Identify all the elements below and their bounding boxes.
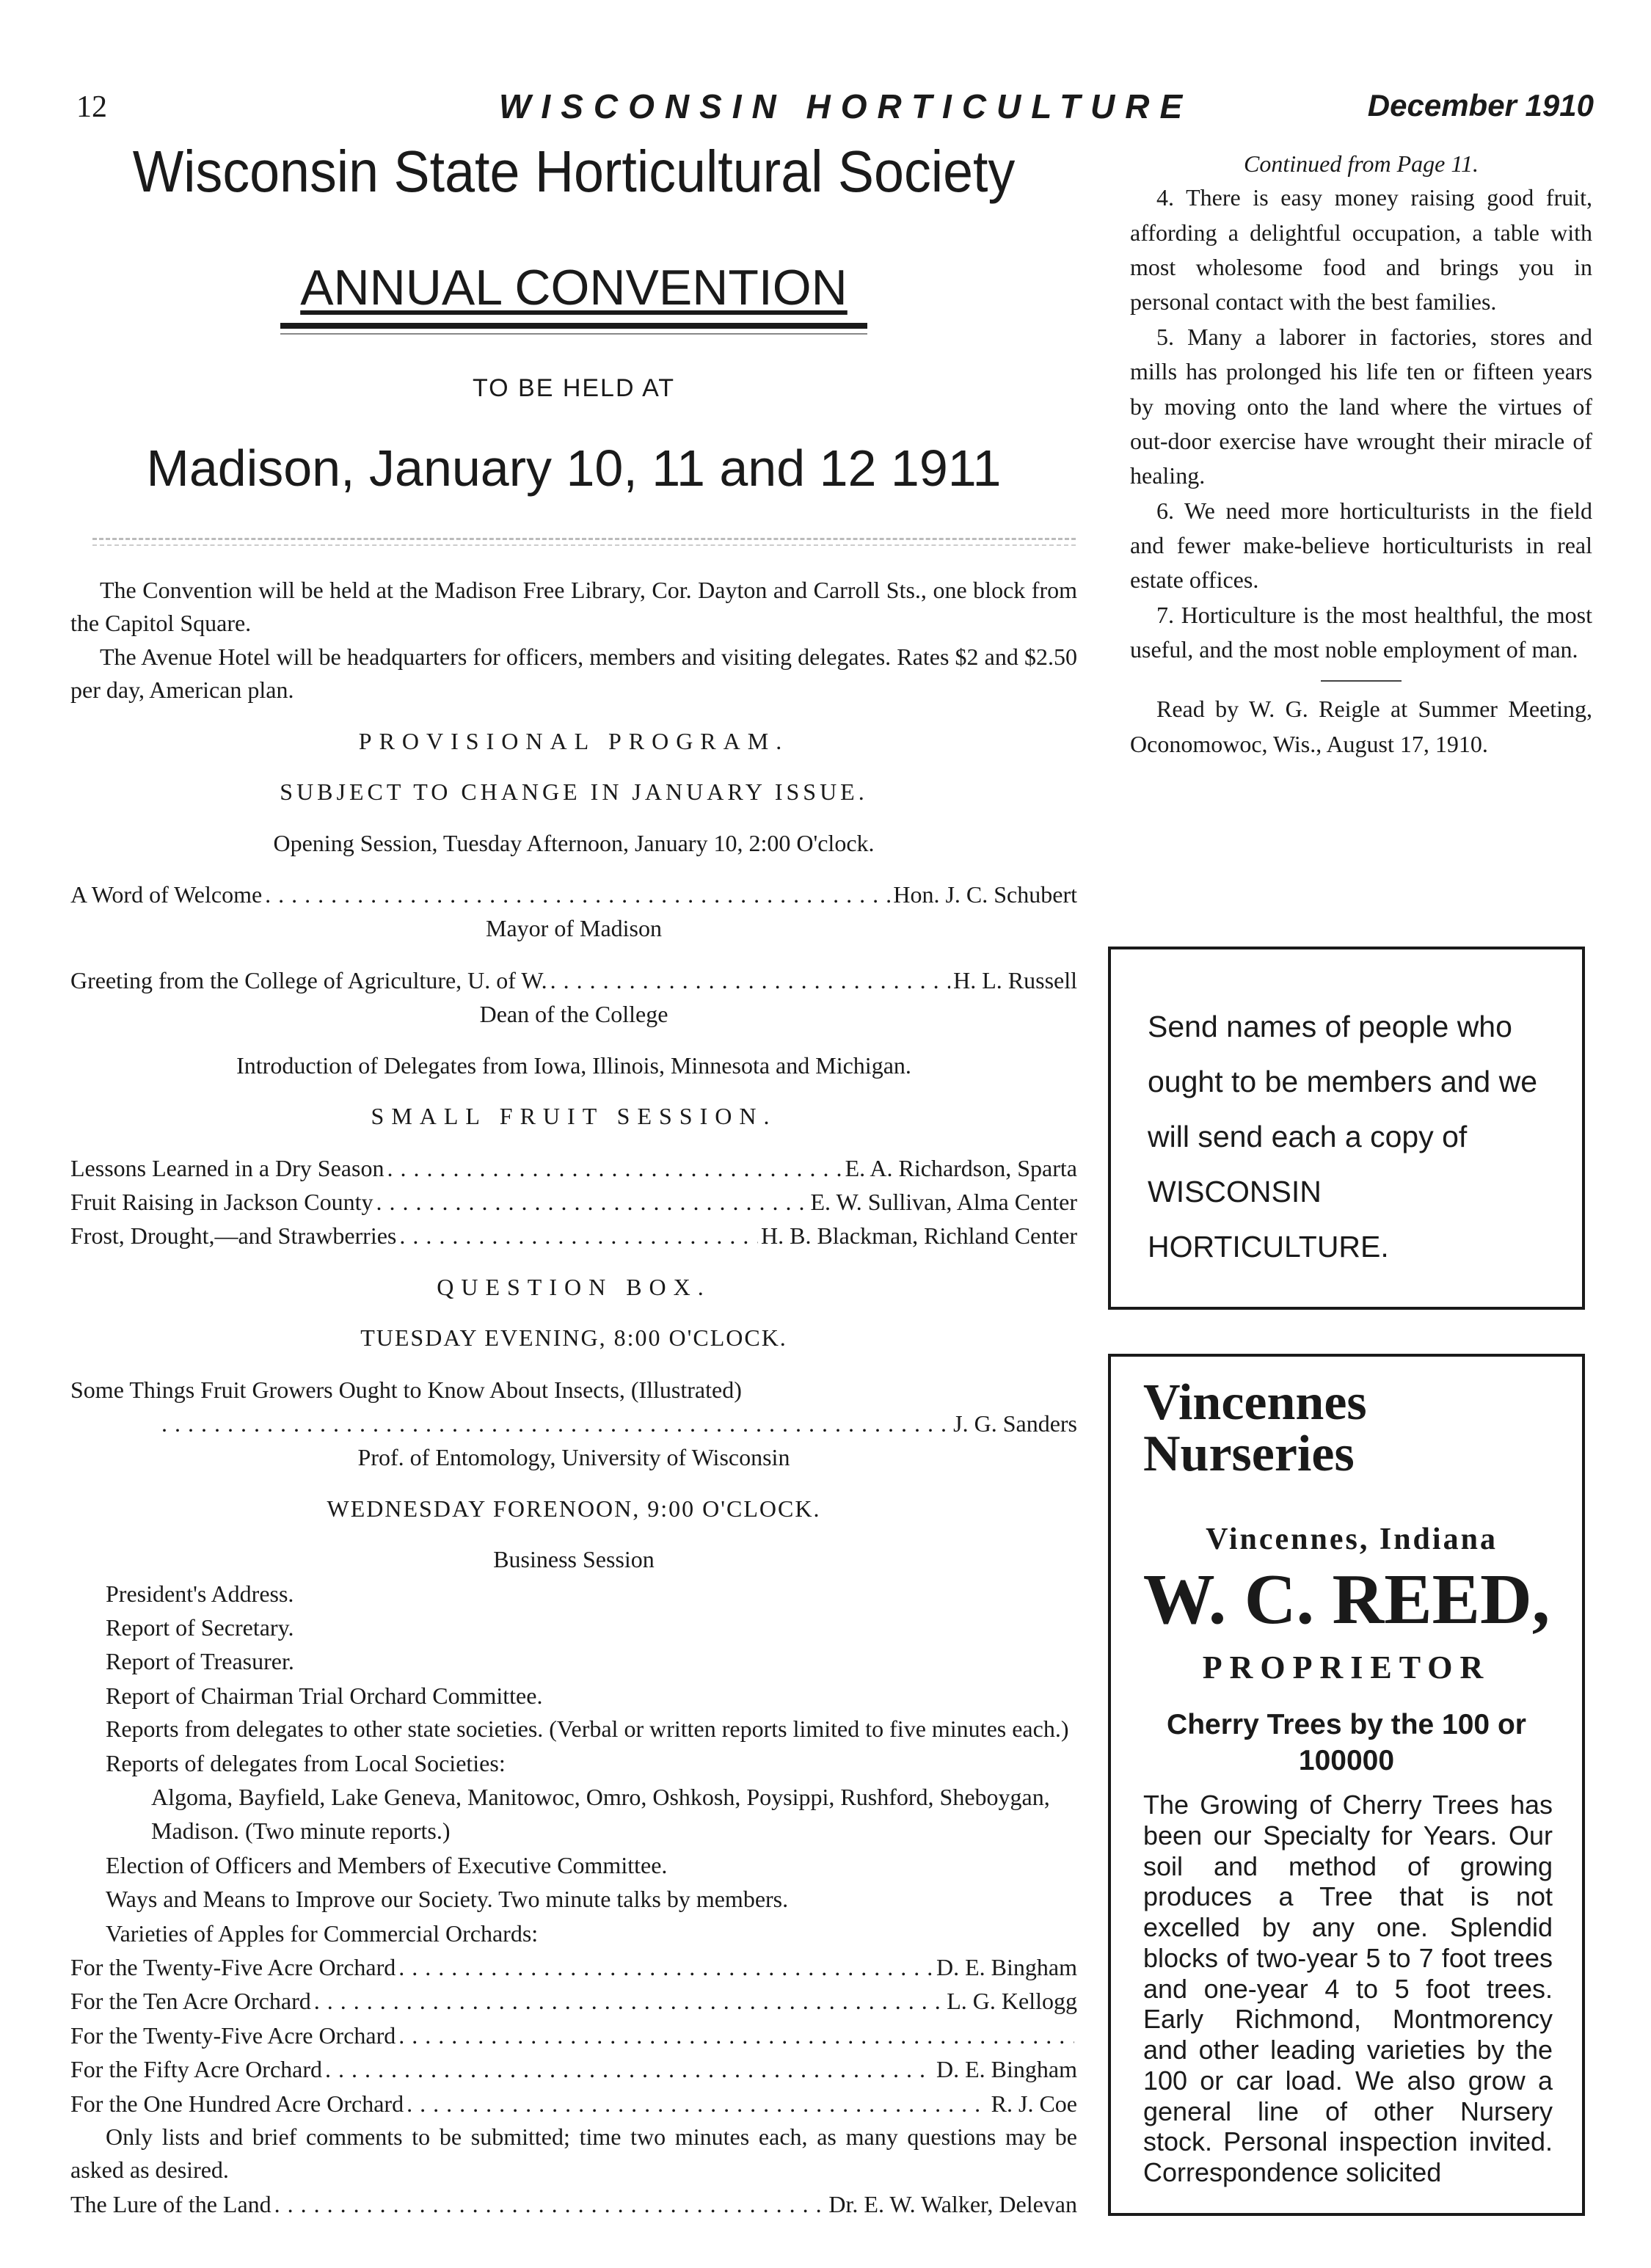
nursery-city: Vincennes, Indiana: [1206, 1523, 1498, 1556]
program-item-welcome: [70, 878, 1077, 911]
nursery-name: Vincennes Nurseries: [1143, 1374, 1367, 1482]
heading-rule-thin: [280, 333, 867, 335]
location-dates: Madison, January 10, 11 and 12 1911: [146, 440, 1002, 497]
list-item: Report of Treasurer.: [106, 1648, 294, 1675]
divider: [92, 538, 1076, 540]
members-ad-box: [1108, 947, 1585, 1310]
insects-talk-speaker-line: [70, 1407, 1077, 1440]
item-title: Frost, Drought,—and Strawberries: [70, 1222, 397, 1250]
item-title: Greeting from the College of Agriculture, U. of W.: [70, 966, 547, 993]
intro-hotel: The Avenue Hotel will be headquarters for officers, members and visiting delegates. Rates $2 and $2.50 per day, American plan.: [70, 643, 1077, 704]
item-speaker: D. E. Bingham: [936, 1953, 1077, 1980]
nursery-role: PROPRIETOR: [1202, 1649, 1491, 1685]
leader-dots: [314, 1984, 944, 2018]
magazine-title: WISCONSIN HORTICULTURE: [499, 87, 1193, 125]
insects-talk-title: Some Things Fruit Growers Ought to Know About Insects, (Illustrated): [70, 1376, 742, 1403]
leader-dots: [325, 2052, 933, 2086]
leader-dots: [407, 2087, 988, 2121]
list-item: Report of Secretary.: [106, 1614, 294, 1641]
program-item: [70, 2052, 1077, 2086]
issue-date: December 1910: [1367, 88, 1594, 123]
society-title: Wisconsin State Horticultural Society: [132, 139, 1016, 204]
opening-session: Opening Session, Tuesday Afternoon, January 10, 2:00 O'clock.: [273, 829, 875, 856]
item-speaker: D. E. Bingham: [936, 2056, 1077, 2083]
leader-dots: [265, 878, 890, 911]
item-speaker: Dr. E. W. Walker, Delevan: [828, 2190, 1077, 2217]
leader-dots: [387, 1151, 842, 1185]
annual-convention-heading: ANNUAL CONVENTION: [300, 260, 848, 316]
program-item: [70, 1185, 1077, 1219]
item-title: For the One Hundred Acre Orchard: [70, 2090, 404, 2117]
nursery-ad-box: [1108, 1354, 1585, 2216]
divider: [1321, 680, 1402, 682]
item-speaker: H. B. Blackman, Richland Center: [760, 1222, 1077, 1250]
page-number: 12: [76, 90, 107, 124]
item-title: Fruit Raising in Jackson County: [70, 1188, 373, 1215]
divider-thin: [92, 544, 1076, 546]
reports-delegates: Reports from delegates to other state societies. (Verbal or written reports limited to five minutes each.): [106, 1715, 1069, 1743]
orchard-list: [70, 1950, 1077, 2121]
question-box-heading: QUESTION BOX.: [437, 1273, 711, 1300]
lists-note: Only lists and brief comments to be submitted; time two minutes each, as many questions may be asked as desired.: [70, 2123, 1077, 2184]
subject-to-change: SUBJECT TO CHANGE IN JANUARY ISSUE.: [280, 779, 868, 806]
item-title: For the Ten Acre Orchard: [70, 1988, 311, 2015]
program-item: [70, 1219, 1077, 1252]
nursery-body: The Growing of Cherry Trees has been our Specialty for Years. Our soil and method of growing produces a Tree that is not excelled by any one. Splendid blocks of two-year 5 to 7 foot trees and one-year 4 to 5 foot trees. Early Richmond, Montmorency and other leading varieties by the 100 or car load. We also grow a general line of other Nursery stock. Personal inspection invited. Correspondence solicited: [1143, 1790, 1553, 2187]
point-paragraph: 4. There is easy money raising good fruit, affording a delightful occupation, a table with most wholesome food and brings you in personal contact with the best families.: [1130, 184, 1592, 316]
read-by-note: Read by W. G. Reigle at Summer Meeting, Oconomowoc, Wis., August 17, 1910.: [1130, 696, 1592, 757]
nursery-cherry-headline: Cherry Trees by the 100 or 100000: [1167, 1709, 1526, 1776]
program-item: [70, 1151, 1077, 1185]
point-paragraph: 5. Many a laborer in factories, stores and mills has prolonged his life ten or fifteen years by moving onto the land where the virtues of out-door exercise have wrought their miracle of healing.: [1130, 323, 1592, 489]
item-speaker: L. G. Kellogg: [947, 1988, 1077, 2015]
intro-venue: The Convention will be held at the Madison Free Library, Cor. Dayton and Carroll Sts., one block from the Capitol Square.: [70, 577, 1077, 637]
item-speaker-title: Mayor of Madison: [486, 915, 662, 942]
heading-rule: [280, 323, 867, 329]
small-fruit-heading: SMALL FRUIT SESSION.: [371, 1103, 777, 1130]
convention-column: [70, 139, 1077, 2221]
point-paragraph: 6. We need more horticulturists in the field and fewer make-believe horticulturists in real estate offices.: [1130, 497, 1592, 594]
item-speaker: H. L. Russell: [953, 966, 1077, 993]
item-speaker-title: Prof. of Entomology, University of Wisconsin: [357, 1444, 790, 1471]
introduction-delegates: Introduction of Delegates from Iowa, Illinois, Minnesota and Michigan.: [236, 1051, 911, 1079]
point-paragraph: 7. Horticulture is the most healthful, the most useful, and the most noble employment of man.: [1130, 601, 1592, 663]
business-session-heading: Business Session: [493, 1546, 655, 1573]
leader-dots: [398, 1950, 933, 1984]
page-header: [0, 0, 1651, 128]
item-title: Lessons Learned in a Dry Season: [70, 1154, 384, 1181]
leader-dots: [274, 2187, 826, 2221]
business-list: [70, 1577, 1077, 1713]
program-item-greeting: [70, 963, 1077, 997]
local-society-list: Algoma, Bayfield, Lake Geneva, Manitowoc, Omro, Oshkosh, Poysippi, Rushford, Sheboygan, Madison. (Two minute reports.): [151, 1783, 1050, 1845]
item-title: A Word of Welcome: [70, 881, 263, 908]
item-speaker: J. G. Sanders: [953, 1410, 1077, 1437]
leader-dots: [398, 2019, 1074, 2052]
nursery-owner: W. C. REED,: [1142, 1560, 1550, 1639]
item-speaker: R. J. Coe: [991, 2090, 1077, 2117]
item-title: The Lure of the Land: [70, 2190, 271, 2217]
item-title: For the Fifty Acre Orchard: [70, 2056, 323, 2083]
leader-dots: [550, 963, 950, 997]
tuesday-evening-heading: TUESDAY EVENING, 8:00 O'CLOCK.: [360, 1324, 787, 1352]
leader-dots: [399, 1219, 758, 1252]
item-speaker: E. A. Richardson, Sparta: [845, 1154, 1077, 1181]
continued-note: Continued from Page 11.: [1244, 150, 1479, 177]
item-speaker-title: Dean of the College: [479, 1001, 668, 1028]
item-title: For the Twenty-Five Acre Orchard: [70, 2021, 396, 2049]
item-speaker: Hon. J. C. Schubert: [893, 881, 1077, 908]
program-item: [70, 1984, 1077, 2018]
program-item-lure: [70, 2187, 1077, 2221]
program-item: [70, 1950, 1077, 1984]
list-item: President's Address.: [106, 1580, 294, 1607]
ways-means-item: Ways and Means to Improve our Society. Two minute talks by members.: [106, 1886, 789, 1913]
item-title: For the Twenty-Five Acre Orchard: [70, 1953, 396, 1980]
to-be-held-label: TO BE HELD AT: [472, 374, 676, 402]
election-item: Election of Officers and Members of Executive Committee.: [106, 1851, 668, 1878]
continued-column: [1130, 147, 1592, 762]
item-speaker: E. W. Sullivan, Alma Center: [810, 1188, 1077, 1215]
program-item: [70, 2087, 1077, 2121]
fruit-talk-list: [70, 1151, 1077, 1253]
varieties-heading: Varieties of Apples for Commercial Orchards:: [106, 1919, 539, 1947]
program-item: [70, 2019, 1077, 2052]
local-delegates: Reports of delegates from Local Societies:: [106, 1749, 506, 1776]
provisional-heading: PROVISIONAL PROGRAM.: [358, 727, 790, 754]
wednesday-heading: WEDNESDAY FORENOON, 9:00 O'CLOCK.: [327, 1495, 821, 1522]
leader-dots: [376, 1185, 807, 1219]
list-item: Report of Chairman Trial Orchard Committee.: [106, 1682, 543, 1709]
leader-dots: [161, 1407, 950, 1440]
members-ad-text: Send names of people who ought to be members and we will send each a copy of WISCONSIN HORTICULTURE.: [1148, 1010, 1538, 1264]
